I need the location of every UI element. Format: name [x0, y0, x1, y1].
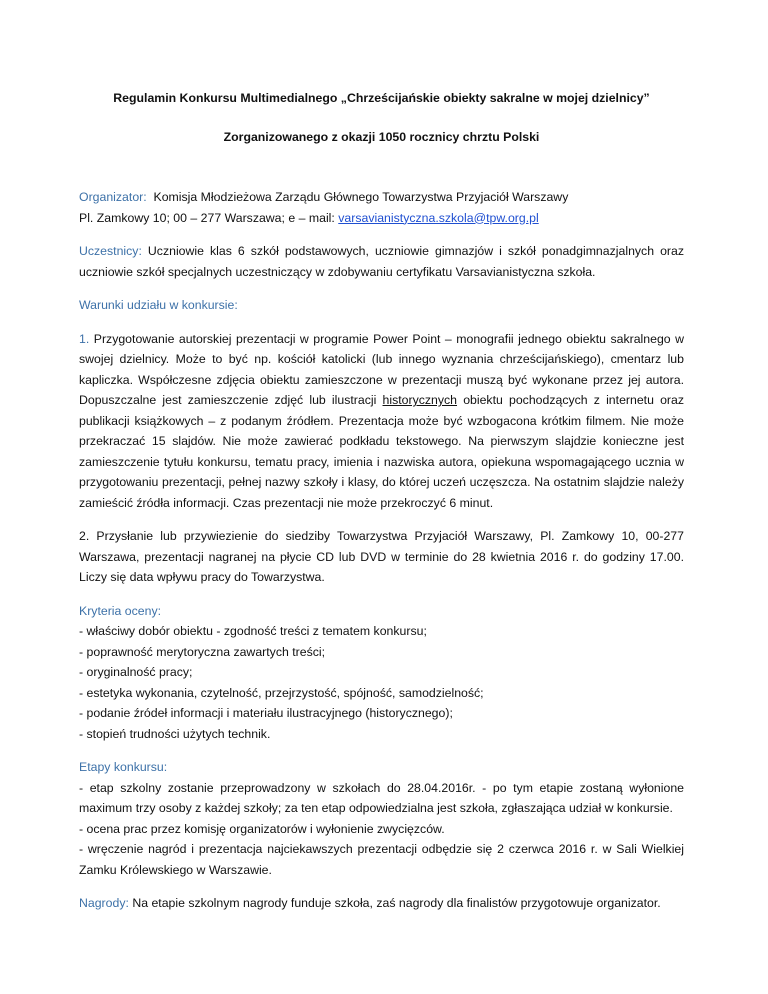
conditions-heading: Warunki udziału w konkursie: — [79, 298, 238, 312]
stages-heading: Etapy konkursu: — [79, 760, 168, 774]
condition-item-1-underlined: historycznych — [382, 393, 458, 407]
organizer-email-link[interactable]: varsavianistyczna.szkola@tpw.org.pl — [338, 210, 539, 225]
prizes-section — [79, 893, 684, 914]
stages-item: - ocena prac przez komisję organizatorów i wyłonienie zwycięzców. — [79, 821, 445, 836]
criteria-heading: Kryteria oceny: — [79, 603, 162, 618]
participants-text: Uczniowie klas 6 szkół podstawowych, uczniowie gimnazjów i szkół ponadgimnazjalnych oraz uczniowie szkół specjalnych uczestniczący w zdobywaniu certyfikatu Varsavianistyczna szkoła. — [79, 244, 684, 279]
stages-section — [79, 757, 684, 880]
organizer-label: Organizator: — [79, 190, 147, 204]
prizes-label: Nagrody: — [79, 896, 129, 910]
condition-item-1-text-b: obiektu pochodzących z internetu oraz publikacji książkowych – z podanym źródłem. Prezentacja może być wzbogacona krótkim filmem. Nie może przekraczać 15 slajdów. Nie może zawierać podkładu tekstowego. Na pierwszym slajdzie konieczne jest zamieszczenie tytułu konkursu, tematu pracy, imienia i nazwiska autora, opiekuna wspomagającego ucznia w przygotowaniu prezentacji, pełnej nazwy szkoły i klasy, do której uczeń uczęszcza. Na ostatnim slajdzie należy zamieścić źródła informacji. Czas prezentacji nie może przekroczyć 6 minut. — [79, 393, 685, 510]
criteria-item: - oryginalność pracy; — [79, 665, 193, 679]
condition-item-2: 2. Przysłanie lub przywiezienie do siedziby Towarzystwa Przyjaciół Warszawy, Pl. Zamkowy 10, 00-277 Warszawa, prezentacji nagranej na płycie CD lub DVD w terminie do 28 kwietnia 2016 r. do godziny 17.00. Liczy się data wpływu pracy do Towarzystwa. — [79, 529, 684, 584]
criteria-item: - estetyka wykonania, czytelność, przejrzystość, spójność, samodzielność; — [79, 685, 484, 700]
condition-item-1 — [79, 329, 684, 514]
organizer-section — [79, 187, 684, 228]
criteria-item: - stopień trudności użytych technik. — [79, 726, 271, 741]
criteria-item: - poprawność merytoryczna zawartych treści; — [79, 644, 326, 659]
criteria-item: - właściwy dobór obiektu - zgodność treści z tematem konkursu; — [79, 624, 427, 638]
document-title: Regulamin Konkursu Multimedialnego „Chrześcijańskie obiekty sakralne w mojej dzielnicy” — [113, 91, 650, 105]
stages-item: - wręczenie nagród i prezentacja najciekawszych prezentacji odbędzie się 2 czerwca 2016 r. w Sali Wielkiej Zamku Królewskiego w Warszawie. — [79, 842, 684, 877]
criteria-section — [79, 601, 684, 745]
organizer-address: Pl. Zamkowy 10; 00 – 277 Warszawa; e – mail: — [79, 210, 335, 225]
participants-label: Uczestnicy: — [79, 244, 142, 258]
participants-section — [79, 241, 684, 282]
stages-item: - etap szkolny zostanie przeprowadzony w szkołach do 28.04.2016r. - po tym etapie zostaną wyłonione maximum trzy osoby z każdej szkoły; za ten etap odpowiedzialna jest szkoła, zgłaszająca udział w konkursie. — [79, 780, 684, 815]
document-page — [79, 88, 684, 927]
criteria-list — [79, 621, 684, 744]
document-subtitle: Zorganizowanego z okazji 1050 rocznicy chrztu Polski — [223, 129, 540, 144]
prizes-text: Na etapie szkolnym nagrody funduje szkoła, zaś nagrody dla finalistów przygotowuje organizator. — [132, 896, 661, 910]
criteria-item: - podanie źródeł informacji i materiału ilustracyjnego (historycznego); — [79, 706, 453, 720]
organizer-name: Komisja Młodzieżowa Zarządu Głównego Towarzystwa Przyjaciół Warszawy — [153, 190, 569, 204]
condition-item-1-text-a: Przygotowanie autorskiej prezentacji w programie Power Point – monografii jednego obiektu sakralnego w swojej dzielnicy. Może to być np. kościół katolicki (lub innego wyznania chrześcijańskiego), cmentarz lub kapliczka. Współczesne zdjęcia obiektu zamieszczone w prezentacji muszą być wykonane przez jej autora. Dopuszczalne jest zamieszczenie zdjęć lub ilustracji — [79, 331, 684, 407]
condition-item-1-number: 1. — [79, 331, 90, 346]
